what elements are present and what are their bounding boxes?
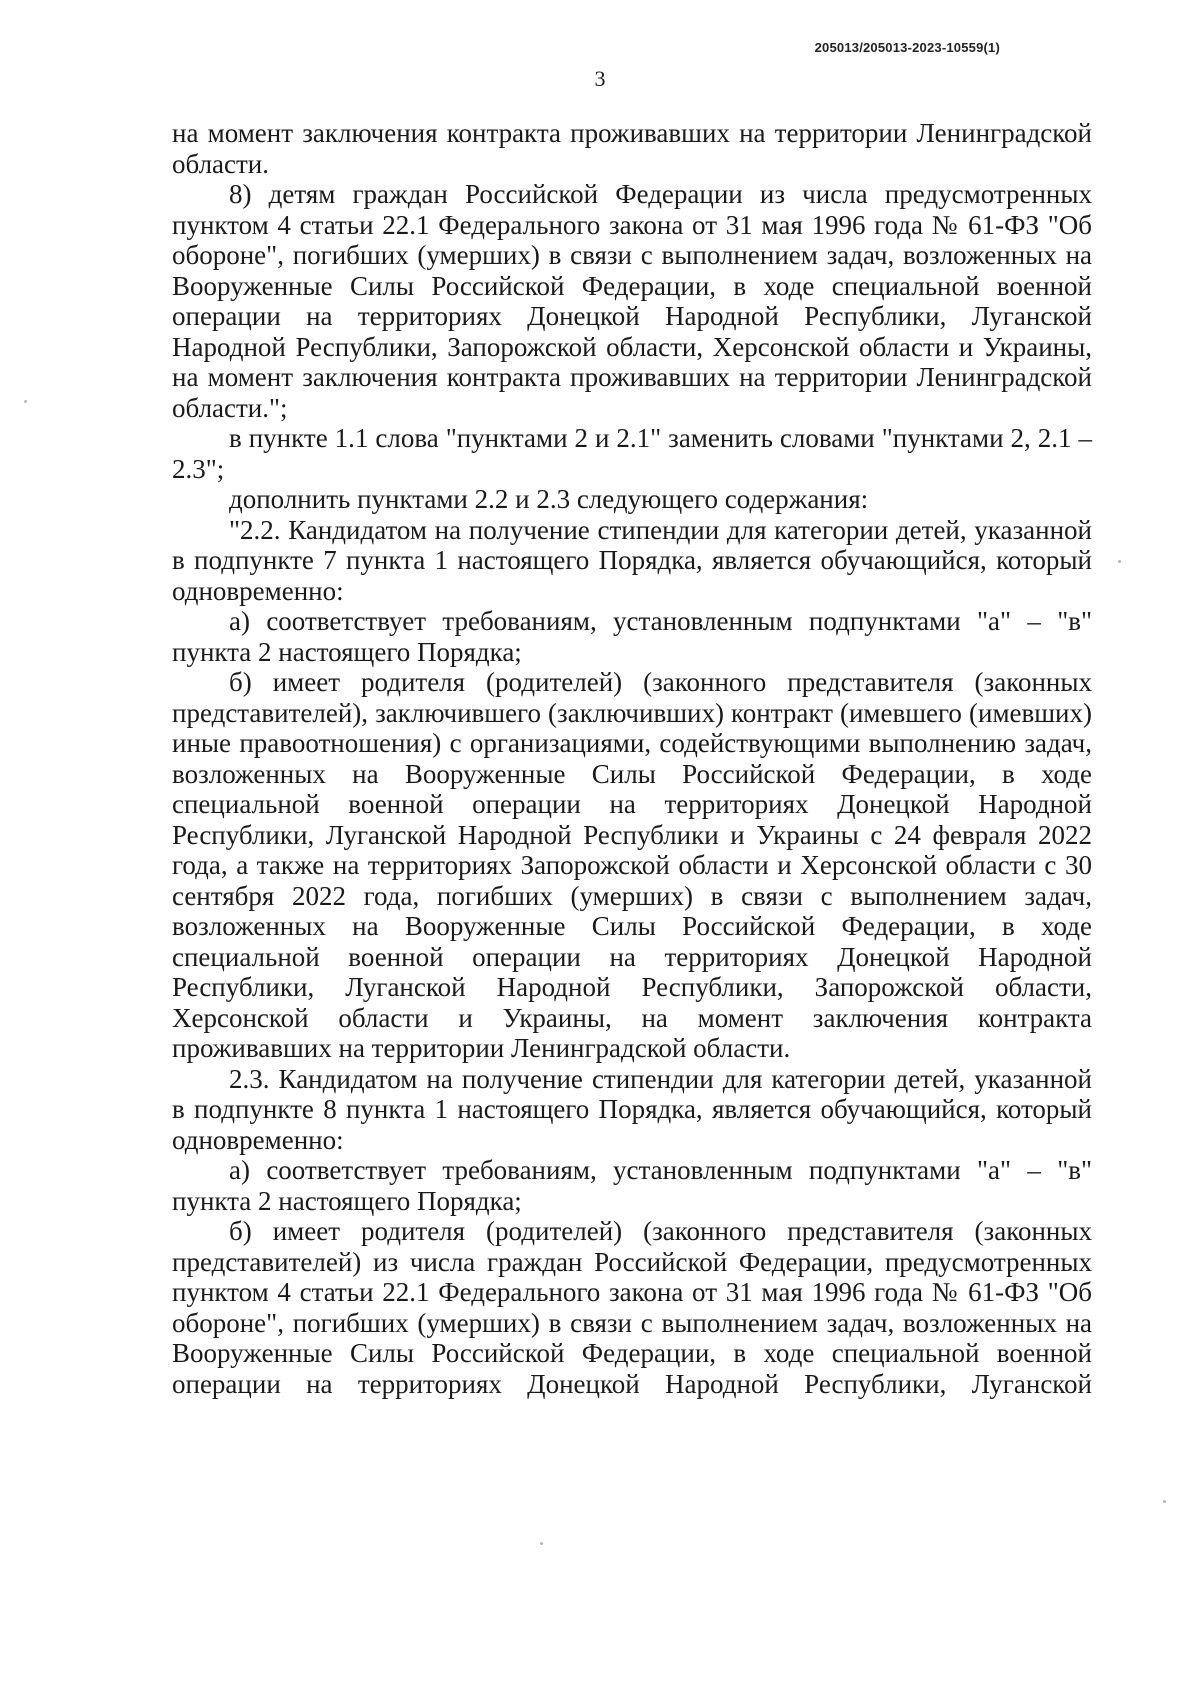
paragraph-point-2-2-a: а) соответствует требованиям, установленным подпунктами "а" – "в" пункта 2 настоящего Порядка; xyxy=(172,606,1092,667)
page-number: 3 xyxy=(594,66,606,91)
paragraph-amendment-1-1: в пункте 1.1 слова "пунктами 2 и 2.1" заменить словами "пунктами 2, 2.1 – 2.3"; xyxy=(172,423,1092,484)
paragraph-continuation: на момент заключения контракта проживавших на территории Ленинградской области. xyxy=(172,118,1092,179)
paragraph-point-2-3: 2.3. Кандидатом на получение стипендии для категории детей, указанной в подпункте 8 пункта 1 настоящего Порядка, является обучающийся, который одновременно: xyxy=(172,1063,1092,1155)
paragraph-point-2-2-b: б) имеет родителя (родителей) (законного представителя (законных представителей), заключившего (заключивших) контракт (имевшего (имевших) иные правоотношения) с организациями, содействующими выполнению задач, возложенных на Вооруженные Силы Российской Федерации, в ходе специальной военной операции на территориях Донецкой Народной Республики, Луганской Народной Республики и Украины с 24 февраля 2022 года, а также на территориях Запорожской области и Херсонской области с 30 сентября 2022 года, погибших (умерших) в связи с выполнением задач, возложенных на Вооруженные Силы Российской Федерации, в ходе специальной военной операции на территориях Донецкой Народной Республики, Луганской Народной Республики, Запорожской области, Херсонской области и Украины, на момент заключения контракта проживавших на территории Ленинградской области. xyxy=(172,667,1092,1063)
document-registration-number: 205013/205013-2023-10559(1) xyxy=(814,40,1000,55)
scan-speck xyxy=(24,400,27,403)
scan-speck xyxy=(540,1542,543,1545)
paragraph-subpoint-8: 8) детям граждан Российской Федерации из числа предусмотренных пунктом 4 статьи 22.1 Федерального закона от 31 мая 1996 года № 61-ФЗ "Об обороне", погибших (умерших) в связи с выполнением задач, возложенных на Вооруженные Силы Российской Федерации, в ходе специальной военной операции на территориях Донецкой Народной Республики, Луганской Народной Республики, Запорожской области, Херсонской области и Украины, на момент заключения контракта проживавших на территории Ленинградской области."; xyxy=(172,179,1092,423)
scan-speck xyxy=(1163,1500,1166,1503)
paragraph-point-2-3-a: а) соответствует требованиям, установленным подпунктами "а" – "в" пункта 2 настоящего Порядка; xyxy=(172,1155,1092,1216)
paragraph-point-2-3-b: б) имеет родителя (родителей) (законного представителя (законных представителей) из числа граждан Российской Федерации, предусмотренных пунктом 4 статьи 22.1 Федерального закона от 31 мая 1996 года № 61-ФЗ "Об обороне", погибших (умерших) в связи с выполнением задач, возложенных на Вооруженные Силы Российской Федерации, в ходе специальной военной операции на территориях Донецкой Народной Республики, Луганской xyxy=(172,1216,1092,1399)
paragraph-amendment-intro: дополнить пунктами 2.2 и 2.3 следующего содержания: xyxy=(229,484,869,514)
paragraph-point-2-2: "2.2. Кандидатом на получение стипендии для категории детей, указанной в подпункте 7 пункта 1 настоящего Порядка, является обучающийся, который одновременно: xyxy=(172,514,1092,606)
scan-speck xyxy=(1118,560,1121,563)
document-body xyxy=(172,118,1092,1399)
